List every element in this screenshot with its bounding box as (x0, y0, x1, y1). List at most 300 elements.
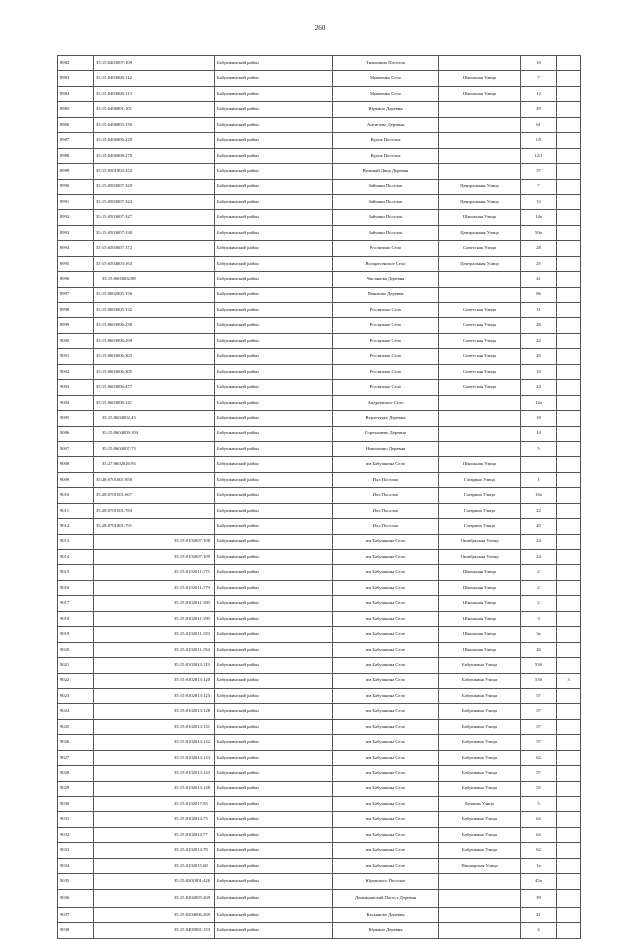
district-cell: Бабушкинский район (215, 380, 333, 395)
street-cell: Школьная Улица (439, 611, 521, 626)
extra-cell (557, 71, 581, 86)
house-number-cell: 2 (521, 580, 557, 595)
street-cell (439, 287, 521, 302)
table-row (58, 534, 581, 549)
cadastral-number-cell: 35:15:0406003:159 (94, 117, 215, 132)
extra-cell (557, 395, 581, 410)
table-row (58, 411, 581, 426)
table-row (58, 503, 581, 518)
street-cell (439, 117, 521, 132)
street-cell (439, 164, 521, 179)
locality-cell: Рослятино Село (333, 303, 439, 318)
row-number-cell: 9000 (58, 333, 94, 348)
cadastral-number-cell: 35:28:0701001:783 (94, 503, 215, 518)
locality-cell: Илл Поселок (333, 488, 439, 503)
extra-cell (557, 241, 581, 256)
street-cell: Школьная Улица (439, 210, 521, 225)
row-number-cell: 9014 (58, 550, 94, 565)
cadastral-number-cell: 35:15:0102013:148 (94, 781, 215, 796)
locality-cell: Кудеж Поселок (333, 133, 439, 148)
district-cell: Бабушкинский район (215, 333, 333, 348)
house-number-cell: 21 (521, 907, 557, 922)
extra-cell (557, 441, 581, 456)
cadastral-number-cell: 35:15:0603008:141 (94, 395, 215, 410)
cadastral-number-cell: 35:15:0102011:179 (94, 580, 215, 595)
locality-cell: Воскресенское Село (333, 256, 439, 271)
locality-cell: им Бабушкина Село (333, 580, 439, 595)
extra-cell (557, 519, 581, 534)
row-number-cell: 9004 (58, 395, 94, 410)
district-cell: Бабушкинский район (215, 102, 333, 117)
cadastral-number-cell: 35:15:0102014:73 (94, 812, 215, 827)
locality-cell: Рослятино Село (333, 380, 439, 395)
extra-cell (557, 303, 581, 318)
street-cell: Октябрьская Улица (439, 534, 521, 549)
table-row (58, 812, 581, 827)
house-number-cell: 1а (521, 858, 557, 873)
house-number-cell: 39 (521, 889, 557, 907)
street-cell: Центральная Улица (439, 225, 521, 240)
locality-cell: им Бабушкина Село (333, 596, 439, 611)
table-row (58, 658, 581, 673)
extra-cell (557, 923, 581, 938)
extra-cell (557, 781, 581, 796)
street-cell (439, 426, 521, 441)
street-cell: Бабушкина Улица (439, 843, 521, 858)
locality-cell: им Бабушкина Село (333, 719, 439, 734)
locality-cell: им Бабушкина Село (333, 750, 439, 765)
street-cell: Центральная Улица (439, 194, 521, 209)
cadastral-number-cell: 35:15:0503007:320 (94, 179, 215, 194)
locality-cell: Рослятино Село (333, 364, 439, 379)
street-cell (439, 411, 521, 426)
district-cell: Бабушкинский район (215, 827, 333, 842)
locality-cell: Демьяновский Погост Деревня (333, 889, 439, 907)
row-number-cell: 8997 (58, 287, 94, 302)
row-number-cell: 9030 (58, 797, 94, 812)
table-row (58, 565, 581, 580)
house-number-cell: 3а (521, 627, 557, 642)
extra-cell (557, 426, 581, 441)
district-cell: Бабушкинский район (215, 210, 333, 225)
extra-cell (557, 874, 581, 889)
district-cell: Бабушкинский район (215, 658, 333, 673)
table-row (58, 333, 581, 348)
street-cell: Бабушкина Улица (439, 673, 521, 688)
extra-cell (557, 719, 581, 734)
extra-cell (557, 194, 581, 209)
district-cell: Бабушкинский район (215, 441, 333, 456)
cadastral-number-cell: 35:15:0102011:190 (94, 611, 215, 626)
district-cell: Бабушкинский район (215, 923, 333, 938)
locality-cell: Пеньково Деревня (333, 287, 439, 302)
table-row (58, 441, 581, 456)
extra-cell (557, 86, 581, 101)
table-row (58, 272, 581, 287)
house-number-cell: 45а (521, 874, 557, 889)
row-number-cell: 9005 (58, 411, 94, 426)
table-row (58, 472, 581, 487)
cadastral-number-cell: 35:15:0503007:330 (94, 225, 215, 240)
locality-cell: им Бабушкина Село (333, 534, 439, 549)
extra-cell (557, 858, 581, 873)
district-cell: Бабушкинский район (215, 411, 333, 426)
cadastral-number-cell: 35:15:0202005:269 (94, 889, 215, 907)
cadastral-number-cell: 35:15:0604002:43 (94, 411, 215, 426)
extra-cell (557, 102, 581, 117)
extra-cell (557, 704, 581, 719)
street-cell: Школьная Улица (439, 71, 521, 86)
house-number-cell: 10 (521, 364, 557, 379)
table-row (58, 395, 581, 410)
table-row (58, 750, 581, 765)
row-number-cell: 8988 (58, 148, 94, 163)
table-row (58, 349, 581, 364)
table-row (58, 287, 581, 302)
extra-cell (557, 148, 581, 163)
street-cell: Гагарина Улица (439, 488, 521, 503)
street-cell: Бабушкина Улица (439, 719, 521, 734)
cadastral-number-cell: 35:15:0102013:131 (94, 719, 215, 734)
row-number-cell: 9033 (58, 843, 94, 858)
district-cell: Бабушкинский район (215, 812, 333, 827)
extra-cell (557, 797, 581, 812)
district-cell: Бабушкинский район (215, 472, 333, 487)
table-row (58, 364, 581, 379)
house-number-cell: 5 (521, 441, 557, 456)
street-cell: Белкова Улица (439, 797, 521, 812)
house-number-cell: 24 (521, 380, 557, 395)
district-cell: Бабушкинский район (215, 303, 333, 318)
house-number-cell: 57 (521, 766, 557, 781)
district-cell: Бабушкинский район (215, 426, 333, 441)
table-row (58, 673, 581, 688)
house-number-cell: 12 (521, 86, 557, 101)
cadastral-number-cell: 35:15:0102013:143 (94, 766, 215, 781)
cadastral-number-cell: 35:15:0503007:372 (94, 241, 215, 256)
street-cell: Бабушкина Улица (439, 812, 521, 827)
locality-cell: Антипово Деревня (333, 117, 439, 132)
house-number-cell: 41 (521, 272, 557, 287)
district-cell: Бабушкинский район (215, 148, 333, 163)
cadastral-number-cell: 35:15:0204006:269 (94, 907, 215, 922)
street-cell: Школьная Улица (439, 627, 521, 642)
extra-cell (557, 287, 581, 302)
street-cell: Советская Улица (439, 241, 521, 256)
street-cell (439, 133, 521, 148)
extra-cell (557, 349, 581, 364)
locality-cell: Касьяново Деревня (333, 907, 439, 922)
row-number-cell: 9002 (58, 364, 94, 379)
house-number-cell: 20 (521, 349, 557, 364)
cadastral-number-cell: 35:28:0701001:791 (94, 519, 215, 534)
locality-cell: Зайчики Поселок (333, 179, 439, 194)
cadastral-number-cell: 35:15:0102013:120 (94, 673, 215, 688)
table-row (58, 766, 581, 781)
district-cell: Бабушкинский район (215, 117, 333, 132)
cadastral-number-cell: 35:15:0102015:68 (94, 858, 215, 873)
extra-cell (557, 907, 581, 922)
district-cell: Бабушкинский район (215, 164, 333, 179)
table-row (58, 426, 581, 441)
district-cell: Бабушкинский район (215, 133, 333, 148)
extra-cell (557, 364, 581, 379)
house-number-cell: 10 (521, 56, 557, 71)
house-number-cell: 1 (521, 472, 557, 487)
cadastral-number-cell: 35:15:0102013:133 (94, 750, 215, 765)
house-number-cell: 24 (521, 550, 557, 565)
street-cell (439, 907, 521, 922)
street-cell: Бабушкина Улица (439, 735, 521, 750)
district-cell: Бабушкинский район (215, 272, 333, 287)
street-cell (439, 56, 521, 71)
house-number-cell: 18 (521, 411, 557, 426)
house-number-cell: 12/1 (521, 148, 557, 163)
house-number-cell: 53б (521, 658, 557, 673)
row-number-cell: 9037 (58, 907, 94, 922)
street-cell: Школьная Улица (439, 596, 521, 611)
extra-cell (557, 565, 581, 580)
street-cell: Бабушкина Улица (439, 827, 521, 842)
street-cell: Бабушкина Улица (439, 781, 521, 796)
locality-cell: Верхотурье Деревня (333, 411, 439, 426)
locality-cell: Минченко Село (333, 86, 439, 101)
district-cell: Бабушкинский район (215, 519, 333, 534)
table-row (58, 457, 581, 472)
locality-cell: Зайчики Поселок (333, 210, 439, 225)
cadastral-number-cell: 35:15:0406001:101 (94, 102, 215, 117)
locality-cell: им Бабушкина Село (333, 735, 439, 750)
cadastral-number-cell: 35:15:0603006:303 (94, 349, 215, 364)
street-cell: Школьная Улица (439, 565, 521, 580)
cadastral-number-cell: 35:15:0604009:104 (94, 426, 215, 441)
locality-cell: Рослятино Село (333, 318, 439, 333)
cadastral-number-cell: 35:15:0102007:108 (94, 534, 215, 549)
cadastral-number-cell: 35:15:0406008:270 (94, 148, 215, 163)
row-number-cell: 9006 (58, 426, 94, 441)
table-row (58, 827, 581, 842)
locality-cell: им Бабушкина Село (333, 457, 439, 472)
cadastral-number-cell: 35:15:0405001:153 (94, 923, 215, 938)
street-cell: Центральная Улица (439, 256, 521, 271)
row-number-cell: 8985 (58, 102, 94, 117)
extra-cell (557, 56, 581, 71)
cadastral-number-cell: 35:15:0603002:88 (94, 272, 215, 287)
table-row (58, 210, 581, 225)
street-cell: Гагарина Улица (439, 519, 521, 534)
extra-cell (557, 272, 581, 287)
locality-cell: Зайчики Поселок (333, 194, 439, 209)
house-number-cell: 20 (521, 519, 557, 534)
district-cell: Бабушкинский район (215, 889, 333, 907)
district-cell: Бабушкинский район (215, 457, 333, 472)
district-cell: Бабушкинский район (215, 395, 333, 410)
house-number-cell: 1/9 (521, 133, 557, 148)
house-number-cell: 7 (521, 179, 557, 194)
house-number-cell: 13 (521, 194, 557, 209)
house-number-cell: 62 (521, 827, 557, 842)
street-cell: Бабушкина Улица (439, 750, 521, 765)
street-cell (439, 889, 521, 907)
locality-cell: Кудеж Поселок (333, 148, 439, 163)
extra-cell (557, 472, 581, 487)
extra-cell (557, 611, 581, 626)
row-number-cell: 8984 (58, 86, 94, 101)
table-row (58, 642, 581, 657)
street-cell: Советская Улица (439, 380, 521, 395)
cadastral-number-cell: 35:15:0603005:132 (94, 303, 215, 318)
district-cell: Бабушкинский район (215, 580, 333, 595)
table-row (58, 256, 581, 271)
district-cell: Бабушкинский район (215, 843, 333, 858)
house-number-cell: 24 (521, 534, 557, 549)
district-cell: Бабушкинский район (215, 256, 333, 271)
cadastral-number-cell: 35:15:0603006:299 (94, 333, 215, 348)
street-cell (439, 272, 521, 287)
row-number-cell: 9018 (58, 611, 94, 626)
locality-cell: Чистякова Деревня (333, 272, 439, 287)
house-number-cell: 5 (521, 797, 557, 812)
cadastral-number-cell: 35:15:0102011:180 (94, 596, 215, 611)
street-cell: Пионерская Улица (439, 858, 521, 873)
house-number-cell: 4 (521, 923, 557, 938)
locality-cell: Илл Поселок (333, 472, 439, 487)
extra-cell (557, 488, 581, 503)
street-cell: Октябрьская Улица (439, 550, 521, 565)
house-number-cell: 86 (521, 287, 557, 302)
extra-cell (557, 889, 581, 907)
district-cell: Бабушкинский район (215, 86, 333, 101)
row-number-cell: 9025 (58, 719, 94, 734)
extra-cell (557, 534, 581, 549)
table-row (58, 117, 581, 132)
locality-cell: Рослятино Село (333, 333, 439, 348)
extra-cell (557, 843, 581, 858)
extra-cell (557, 133, 581, 148)
extra-cell (557, 580, 581, 595)
district-cell: Бабушкинский район (215, 781, 333, 796)
row-number-cell: 8987 (58, 133, 94, 148)
row-number-cell: 8992 (58, 210, 94, 225)
cadastral-number-cell: 35:28:0701001:850 (94, 472, 215, 487)
district-cell: Бабушкинский район (215, 241, 333, 256)
house-number-cell: 22 (521, 503, 557, 518)
street-cell (439, 923, 521, 938)
extra-cell (557, 318, 581, 333)
street-cell: Школьная Улица (439, 457, 521, 472)
extra-cell (557, 766, 581, 781)
street-cell (439, 148, 521, 163)
row-number-cell: 9008 (58, 457, 94, 472)
extra-cell (557, 457, 581, 472)
cadastral-number-cell: 35:15:0403007:109 (94, 56, 215, 71)
row-number-cell: 9003 (58, 380, 94, 395)
cadastral-number-cell: 35:15:0201001:426 (94, 874, 215, 889)
locality-cell: Горелашево Деревня (333, 426, 439, 441)
table-row (58, 380, 581, 395)
locality-cell: Юркино Деревня (333, 923, 439, 938)
row-number-cell: 9001 (58, 349, 94, 364)
row-number-cell: 9026 (58, 735, 94, 750)
locality-cell: им Бабушкина Село (333, 611, 439, 626)
house-number-cell: 62 (521, 843, 557, 858)
street-cell: Советская Улица (439, 318, 521, 333)
row-number-cell: 8999 (58, 318, 94, 333)
house-number-cell: 10а (521, 488, 557, 503)
extra-cell (557, 333, 581, 348)
table-row (58, 874, 581, 889)
row-number-cell: 9012 (58, 519, 94, 534)
district-cell: Бабушкинский район (215, 627, 333, 642)
table-row (58, 735, 581, 750)
district-cell: Бабушкинский район (215, 349, 333, 364)
row-number-cell: 8990 (58, 179, 94, 194)
locality-cell: Тимошино Поселок (333, 56, 439, 71)
house-number-cell: 14 (521, 426, 557, 441)
page-number: 260 (314, 24, 326, 32)
locality-cell: им Бабушкина Село (333, 797, 439, 812)
row-number-cell: 9034 (58, 858, 94, 873)
house-number-cell: 14а (521, 210, 557, 225)
house-number-cell: 2 (521, 596, 557, 611)
extra-cell (557, 550, 581, 565)
extra-cell (557, 735, 581, 750)
table-row (58, 488, 581, 503)
house-number-cell: 53б (521, 673, 557, 688)
locality-cell: Великий Двор Деревня (333, 164, 439, 179)
row-number-cell: 9027 (58, 750, 94, 765)
locality-cell: Андреевское Село (333, 395, 439, 410)
house-number-cell: 26 (521, 318, 557, 333)
cadastral-number-cell: 35:15:0102017:93 (94, 797, 215, 812)
extra-cell (557, 411, 581, 426)
street-cell (439, 874, 521, 889)
district-cell: Бабушкинский район (215, 596, 333, 611)
cadastral-number-cell: 35:15:0604007:73 (94, 441, 215, 456)
row-number-cell: 9009 (58, 472, 94, 487)
row-number-cell: 8989 (58, 164, 94, 179)
street-cell: Школьная Улица (439, 86, 521, 101)
street-cell (439, 395, 521, 410)
table-row (58, 519, 581, 534)
cadastral-number-cell: 35:15:0603006:305 (94, 364, 215, 379)
table-row (58, 596, 581, 611)
row-number-cell: 9013 (58, 534, 94, 549)
district-cell: Бабушкинский район (215, 318, 333, 333)
house-number-cell: 57 (521, 704, 557, 719)
row-number-cell: 9036 (58, 889, 94, 907)
district-cell: Бабушкинский район (215, 287, 333, 302)
cadastral-number-cell: 35:15:0102014:78 (94, 843, 215, 858)
row-number-cell: 9022 (58, 673, 94, 688)
locality-cell: Рослятино Село (333, 241, 439, 256)
cadastral-number-cell: 35:15:0403008:113 (94, 86, 215, 101)
house-number-cell: 12а (521, 395, 557, 410)
row-number-cell: 8982 (58, 56, 94, 71)
locality-cell: им Бабушкина Село (333, 550, 439, 565)
row-number-cell: 9007 (58, 441, 94, 456)
district-cell: Бабушкинский район (215, 797, 333, 812)
row-number-cell: 9017 (58, 596, 94, 611)
extra-cell (557, 688, 581, 703)
cadastral-number-cell: 35:15:0501004:252 (94, 164, 215, 179)
row-number-cell: 8991 (58, 194, 94, 209)
district-cell: Бабушкинский район (215, 565, 333, 580)
district-cell: Бабушкинский район (215, 688, 333, 703)
street-cell: Школьная Улица (439, 580, 521, 595)
cadastral-number-cell: 35:15:0603006:238 (94, 318, 215, 333)
table-row (58, 719, 581, 734)
